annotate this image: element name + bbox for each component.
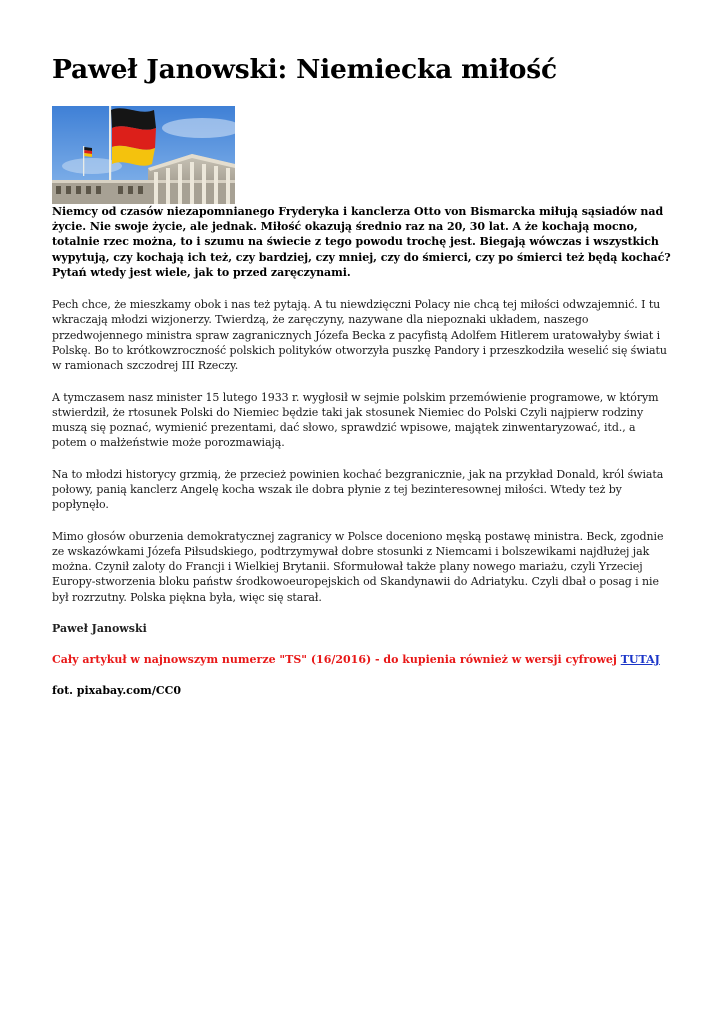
article-paragraph: Pech chce, że mieszkamy obok i nas też pytają. A tu niewdzięczni Polacy nie chcą tej miłości odwzajemnić. I tu wkraczają młodzi wizjonerzy. Twierdzą, że zaręczyny, nazywane dla niepoznaki układem, naszego przedwojennego ministra spraw zagranicznych Józefa Becka z pacyfistą Adolfem Hitlerem uratowałyby świat i Polskę. Bo to krótkowzroczność polskich polityków otworzyła puszkę Pandory i przeszkodziła weselić się światu w ramionach szczodrej III Rzeczy.: [52, 298, 667, 373]
article-lead: Niemcy od czasów niezapomnianego Fryderyka i kanclerza Otto von Bismarcka miłują sąsiadów nad życie. Nie swoje życie, ale jednak. Miłość okazują średnio raz na 20, 30 lat. A że kochają mocno, totalnie rzec można, to i szumu na świecie z tego powodu trochę jest. Biegają wówczas i wszystkich wypytują, czy kochają ich też, czy bardziej, czy mniej, czy do śmierci, czy po śmierci też będą kochać? Pytań wtedy jest wiele, jak to przed zaręczynami.: [52, 205, 671, 279]
article-paragraph: A tymczasem nasz minister 15 lutego 1933 r. wygłosił w sejmie polskim przemówienie programowe, w którym stwierdził, że rtosunek Polski do Niemiec będzie taki jak stosunek Niemiec do Polski Czyli najpierw rodziny muszą się poznać, wymienić prezentami, dać słowo, sprawdzić wpisowe, majątek zinwentaryzować, itd., a potem o małżeństwie może porozmawiają.: [52, 390, 659, 450]
page-title: Paweł Janowski: Niemiecka miłość: [52, 54, 557, 85]
article: [52, 50, 672, 698]
photo-credit: fot. pixabay.com/CC0: [52, 684, 181, 698]
promo-text: Cały artykuł w najnowszym numerze "TS" (16/2016) - do kupienia również w wersji cyfrowej: [52, 653, 621, 667]
article-paragraph: Na to młodzi historycy grzmią, że przecież powinien kochać bezgranicznie, jak na przykład Donald, król świata połowy, panią kanclerz Angelę kocha wszak ile dobra płynie z tej bezinteresownej miłości. Wtedy też by popłynęło.: [52, 467, 664, 512]
buy-link[interactable]: TUTAJ: [620, 653, 660, 667]
article-image: [52, 106, 235, 204]
promo-note: [52, 652, 672, 667]
author-name: Paweł Janowski: [52, 622, 147, 636]
article-paragraph: Mimo głosów oburzenia demokratycznej zagranicy w Polsce doceniono męską postawę ministra. Beck, zgodnie ze wskazówkami Józefa Piłsudskiego, podtrzymywał dobre stosunki z Niemcami i bolszewikami najdłużej jak można. Czynił zaloty do Francji i Wielkiej Brytanii. Sformułował także plany nowego mariażu, czyli Yrzeciej Europy-stworzenia bloku państw środkowoeuropejskich od Skandynawii do Adriatyku. Czyli dbał o posag i nie był rozrzutny. Polska piękna była, więc się starał.: [52, 529, 664, 604]
